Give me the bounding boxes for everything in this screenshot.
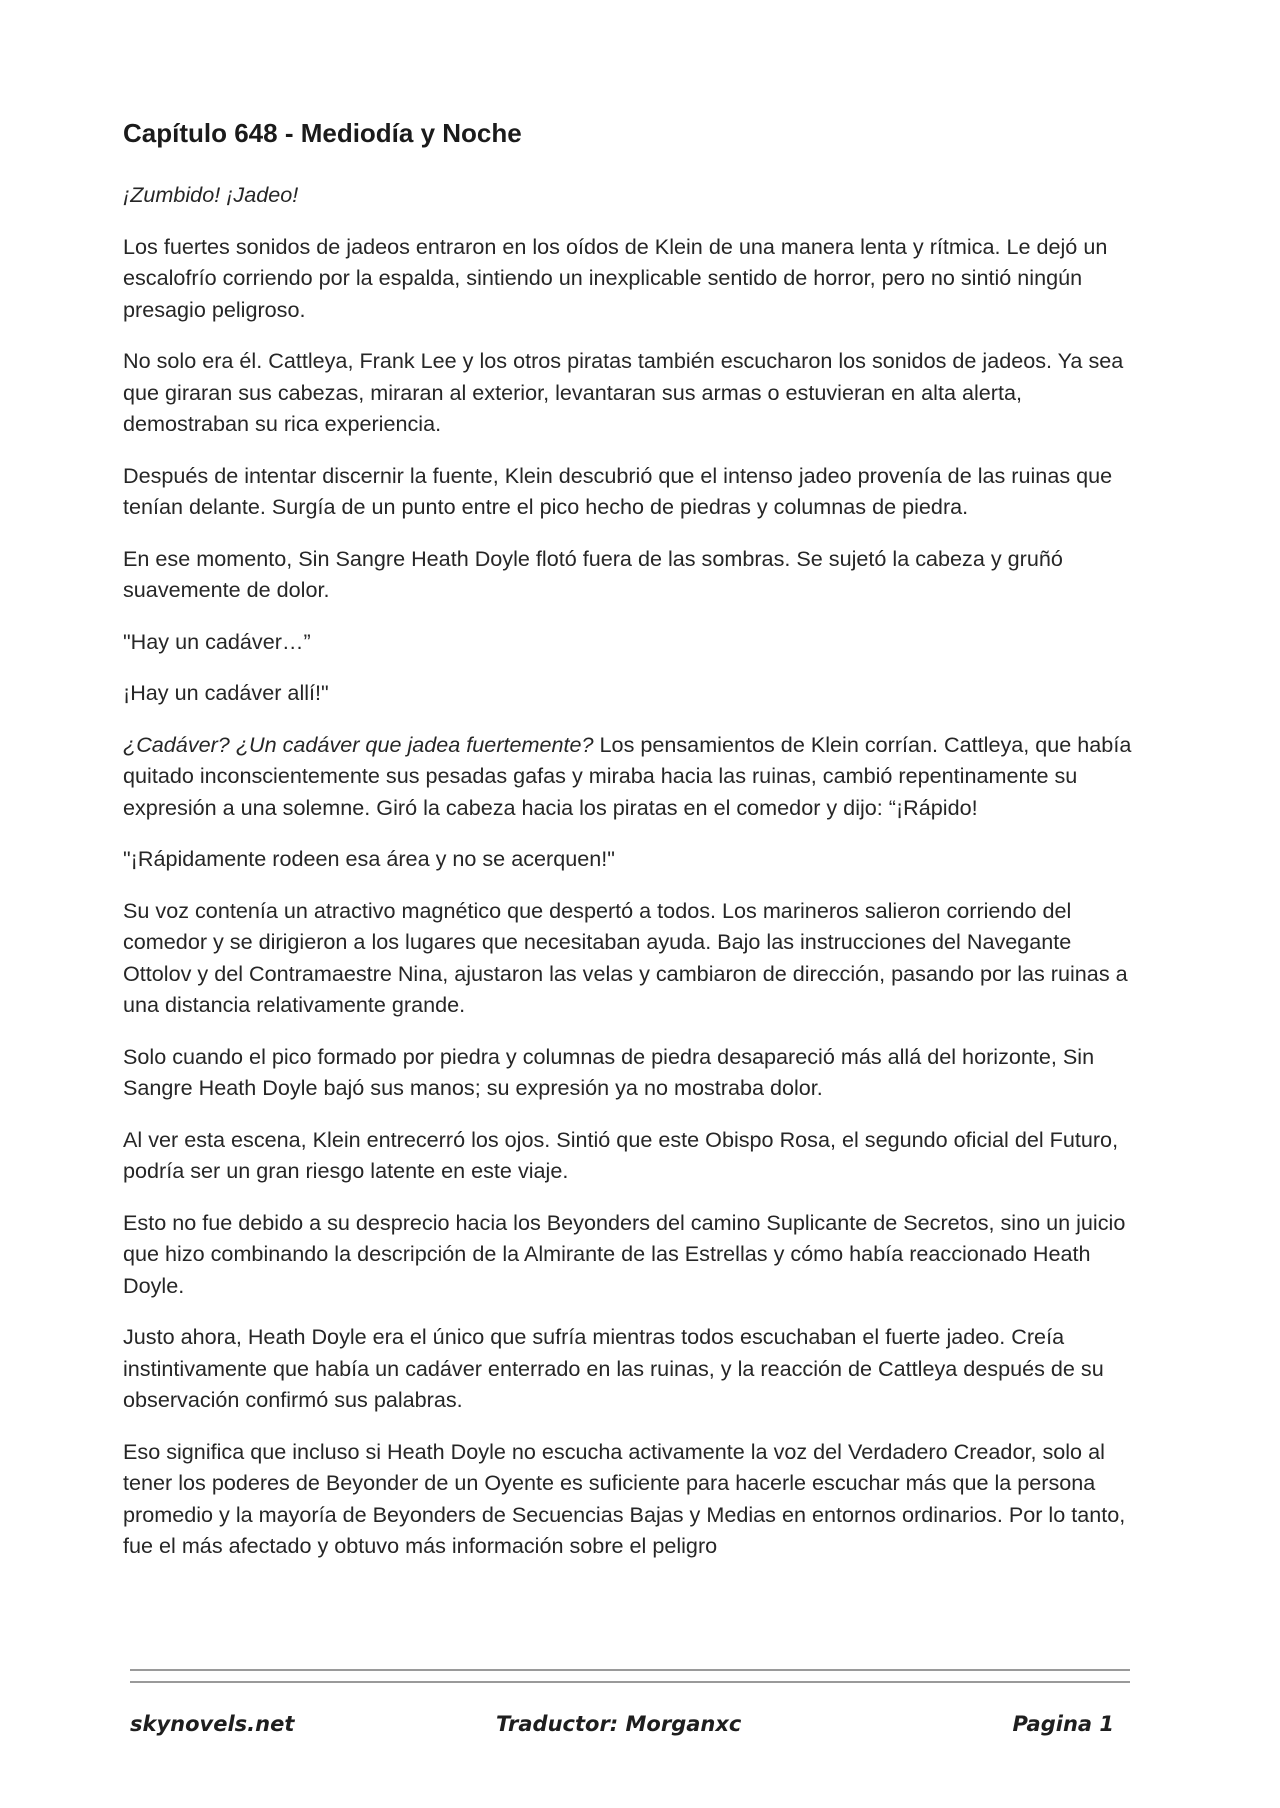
paragraph: No solo era él. Cattleya, Frank Lee y los otros piratas también escucharon los sonidos de jadeos. Ya sea que giraran sus cabezas, miraran al exterior, levantaran sus armas o estuvieran en alta alerta, demostraban su rica experiencia. bbox=[123, 348, 1124, 437]
paragraph: Al ver esta escena, Klein entrecerró los ojos. Sintió que este Obispo Rosa, el segundo oficial del Futuro, podría ser un gran riesgo latente en este viaje. bbox=[123, 1126, 1119, 1184]
paragraph: "Hay un cadáver…” bbox=[123, 628, 311, 654]
divider-line bbox=[130, 1669, 1130, 1671]
paragraph: Su voz contenía un atractivo magnético que despertó a todos. Los marineros salieron corriendo del comedor y se dirigieron a los lugares que necesitaban ayuda. Bajo las instrucciones del Navegante Ottolov y del Contramaestre Nina, ajustaron las velas y cambiaron de dirección, pasando por las ruinas a una distancia relativamente grande. bbox=[123, 897, 1128, 1018]
divider-line bbox=[130, 1681, 1130, 1683]
footer-translator: Traductor: Morganxc bbox=[496, 1712, 742, 1736]
paragraph: Eso significa que incluso si Heath Doyle no escucha activamente la voz del Verdadero Creador, solo al tener los poderes de Beyonder de un Oyente es suficiente para hacerle escuchar más que la persona promedio y la mayoría de Beyonders de Secuencias Bajas y Medias en entornos ordinarios. Por lo tanto, fue el más afectado y obtuvo más información sobre el peligro bbox=[123, 1438, 1126, 1559]
footer-page-number: Pagina 1 bbox=[1012, 1712, 1114, 1736]
paragraph: "¡Rápidamente rodeen esa área y no se acerquen!" bbox=[123, 846, 615, 872]
italic-text: ¡Zumbido! ¡Jadeo! bbox=[123, 182, 299, 208]
paragraph: Esto no fue debido a su desprecio hacia los Beyonders del camino Suplicante de Secretos, sino un juicio que hizo combinando la descripción de la Almirante de las Estrellas y cómo había reaccionado Heath Doyle. bbox=[123, 1209, 1126, 1298]
page-footer bbox=[130, 1712, 1130, 1752]
paragraph: ¡Hay un cadáver allí!" bbox=[123, 680, 329, 706]
footer-site: skynovels.net bbox=[130, 1712, 295, 1736]
paragraph: Justo ahora, Heath Doyle era el único que sufría mientras todos escuchaban el fuerte jadeo. Creía instintivamente que había un cadáver enterrado en las ruinas, y la reacción de Cattleya después de su observación confirmó sus palabras. bbox=[123, 1324, 1104, 1413]
paragraph-text: Los pensamientos de Klein corrían. Cattleya, que había quitado inconscientemente sus pesadas gafas y miraba hacia las ruinas, cambió repentinamente su expresión a una solemne. Giró la cabeza hacia los piratas en el comedor y dijo: “¡Rápido! bbox=[123, 731, 1132, 820]
chapter-title: Capítulo 648 - Mediodía y Noche bbox=[123, 118, 522, 148]
paragraph: Solo cuando el pico formado por piedra y columnas de piedra desapareció más allá del horizonte, Sin Sangre Heath Doyle bajó sus manos; su expresión ya no mostraba dolor. bbox=[123, 1043, 1095, 1101]
paragraph bbox=[123, 179, 1143, 211]
paragraph: En ese momento, Sin Sangre Heath Doyle flotó fuera de las sombras. Se sujetó la cabeza y gruñó suavemente de dolor. bbox=[123, 545, 1063, 603]
footer-divider bbox=[130, 1669, 1130, 1683]
paragraph bbox=[123, 729, 1143, 824]
paragraph: Los fuertes sonidos de jadeos entraron en los oídos de Klein de una manera lenta y rítmica. Le dejó un escalofrío corriendo por la espalda, sintiendo un inexplicable sentido de horror, pero no sintió ningún presagio peligroso. bbox=[123, 233, 1108, 322]
paragraph: Después de intentar discernir la fuente, Klein descubrió que el intenso jadeo provenía de las ruinas que tenían delante. Surgía de un punto entre el pico hecho de piedras y columnas de piedra. bbox=[123, 462, 1113, 520]
document-body bbox=[123, 118, 1143, 1582]
italic-text: ¿Cadáver? ¿Un cadáver que jadea fuertemente? bbox=[123, 731, 594, 757]
